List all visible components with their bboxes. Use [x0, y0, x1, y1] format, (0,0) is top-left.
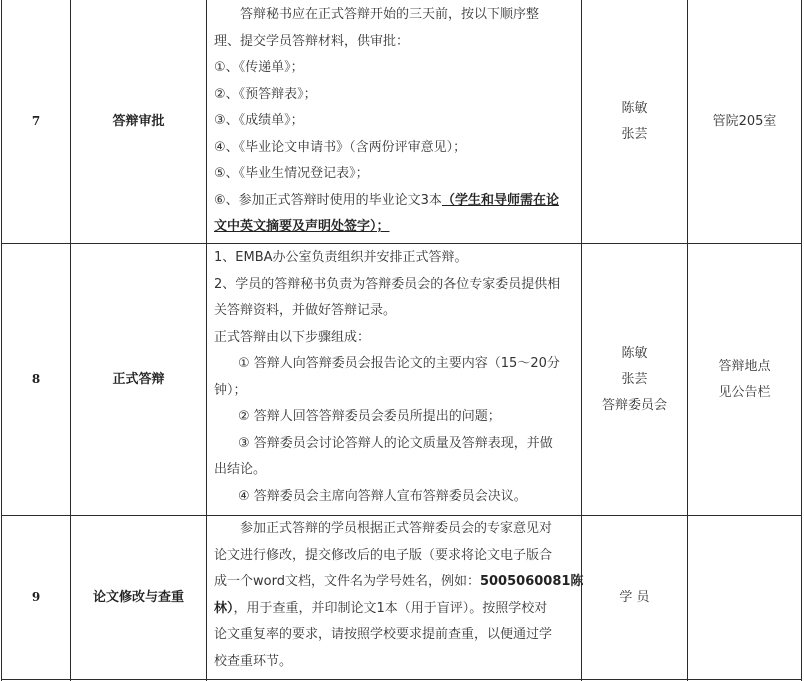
table-right-border [801, 0, 802, 681]
table-bottom-border [1, 679, 802, 680]
responsible-people [582, 244, 687, 515]
location: 管院205室 [712, 114, 777, 129]
list-item-text: ⑥、参加正式答辩时使用的毕业论文3本 [214, 192, 442, 208]
step-item-continued: 出结论。 [214, 462, 267, 477]
location-line: 答辩地点 [718, 358, 771, 374]
stage-name: 答辩审批 [112, 114, 165, 129]
content-line: 校查重环节。 [214, 653, 293, 669]
content-line: 论文进行修改，提交修改后的电子版（要求将论文电子版合 [214, 547, 553, 563]
filename-example: 5005060081陈 [479, 574, 584, 589]
stage-content [214, 245, 578, 510]
location [688, 244, 801, 515]
content-line: 正式答辩由以下步骤组成： [214, 329, 371, 345]
signature-requirement: （学生和导师需在论 [441, 192, 559, 208]
responsible-people [582, 0, 687, 243]
stage-name: 正式答辩 [112, 372, 165, 387]
person-name: 答辩委员会 [601, 397, 667, 413]
location-line: 见公告栏 [718, 384, 771, 400]
list-item-continued [214, 214, 578, 241]
stage-content [214, 516, 584, 675]
row-number: 9 [31, 590, 41, 604]
content-line: 1、EMBA办公室负责组织并安排正式答辩。 [214, 250, 468, 265]
location [688, 516, 801, 679]
list-item: ⑤、《毕业生情况登记表》； [214, 166, 369, 181]
stage-name: 论文修改与查重 [92, 590, 184, 605]
responsible-people: 学 员 [619, 590, 650, 605]
content-line: 论文重复率的要求，请按照学校要求提前查重，以便通过学 [214, 627, 553, 642]
content-line: 答辩秘书应在正式答辩开始的三天前，按以下顺序整 [240, 7, 540, 22]
content-text: 成一个word文档，文件名为学号姓名，例如： [214, 574, 480, 589]
step-item: ① 答辩人向答辩委员会报告论文的主要内容（15～20分 [238, 356, 560, 371]
step-item: ④ 答辩委员会主席向答辩人宣布答辩委员会决议。 [238, 488, 527, 504]
person-name: 张芸 [621, 371, 648, 387]
content-line: 理、提交学员答辩材料，供审批： [214, 33, 410, 49]
filename-example: 林） [214, 600, 234, 616]
list-item [214, 188, 578, 215]
content-line [214, 569, 584, 596]
person-name: 陈敏 [621, 100, 648, 116]
row-number: 8 [31, 372, 41, 386]
step-item-continued: 钟）； [214, 382, 247, 398]
list-item: ②、《预答辩表》； [214, 86, 317, 102]
row-number: 7 [31, 114, 41, 128]
step-item: ② 答辩人回答答辩委员会委员所提出的问题； [238, 409, 501, 424]
list-item: ③、《成绩单》； [214, 113, 304, 128]
stage-content [214, 2, 578, 241]
list-item: ④、《毕业论文申请书》（含两份评审意见）； [214, 139, 467, 155]
signature-requirement: 文中英文摘要及声明处签字）； [214, 219, 390, 234]
person-name: 陈敏 [621, 345, 648, 361]
content-text: ，用于查重，并印制论文1本（用于盲评）。按照学校对 [233, 600, 548, 616]
person-name: 张芸 [621, 126, 648, 142]
column-divider [206, 0, 207, 681]
list-item: ①、《传递单》； [214, 60, 304, 75]
content-line: 2、学员的答辩秘书负责为答辩委员会的各位专家委员提供相 [214, 276, 561, 292]
content-line: 关答辩资料，并做好答辩记录。 [214, 303, 397, 318]
content-line: 参加正式答辩的学员根据正式答辩委员会的专家意见对 [240, 521, 553, 536]
step-item: ③ 答辩委员会讨论答辩人的论文质量及答辩表现，并做 [238, 435, 553, 451]
content-line [214, 596, 578, 623]
